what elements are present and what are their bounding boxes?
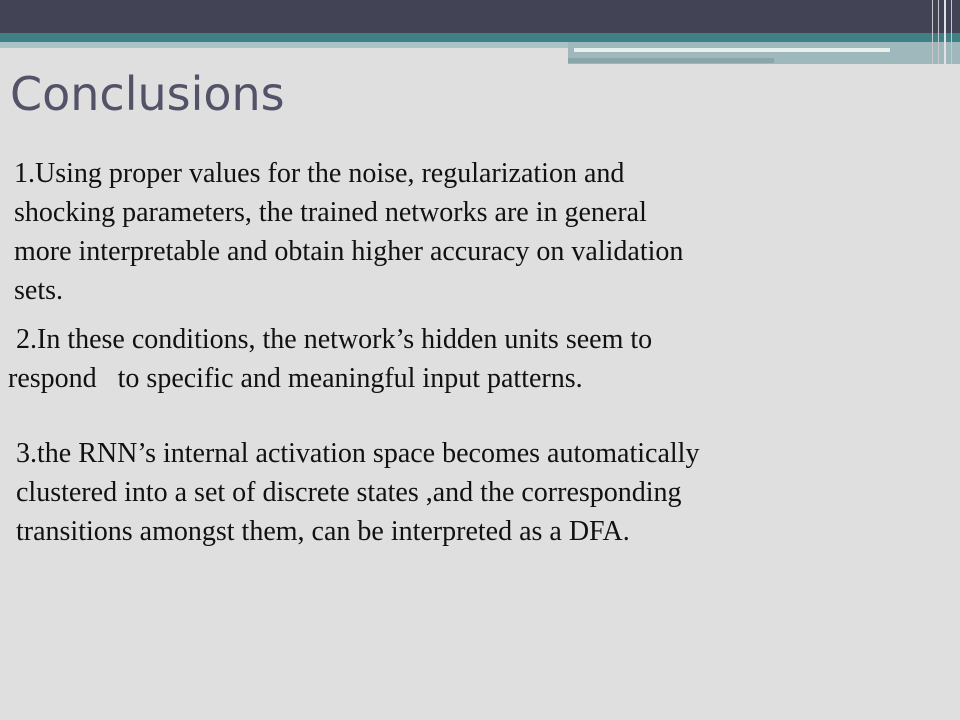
slide-title: Conclusions xyxy=(10,67,285,121)
conclusion-line: 3.the RNN’s internal activation space becomes automatically xyxy=(16,438,700,469)
header-bar xyxy=(0,0,960,33)
corner-decoration-line xyxy=(951,0,952,64)
conclusion-line: sets. xyxy=(14,275,63,306)
header-accent-band xyxy=(0,33,960,42)
header-accent-highlight xyxy=(574,48,890,52)
conclusion-point-2 xyxy=(8,320,908,398)
conclusion-point-1 xyxy=(14,154,914,310)
conclusion-line: clustered into a set of discrete states ,and the corresponding xyxy=(16,477,682,508)
conclusion-line: transitions amongst them, can be interpreted as a DFA. xyxy=(16,516,630,547)
header-accent-band-light xyxy=(0,42,568,48)
conclusion-point-3 xyxy=(16,434,916,551)
corner-decoration-line xyxy=(944,0,946,64)
header-accent-stripe xyxy=(568,58,774,63)
conclusion-line: 2.In these conditions, the network’s hidden units seem to xyxy=(16,324,653,355)
conclusion-line: 1.Using proper values for the noise, regularization and xyxy=(14,158,625,189)
corner-decoration-line xyxy=(938,0,939,64)
conclusion-line: shocking parameters, the trained networks are in general xyxy=(14,197,647,228)
conclusion-line: respond to specific and meaningful input patterns. xyxy=(8,363,583,394)
corner-decoration-line xyxy=(932,0,933,64)
conclusion-line: more interpretable and obtain higher accuracy on validation xyxy=(14,236,684,267)
